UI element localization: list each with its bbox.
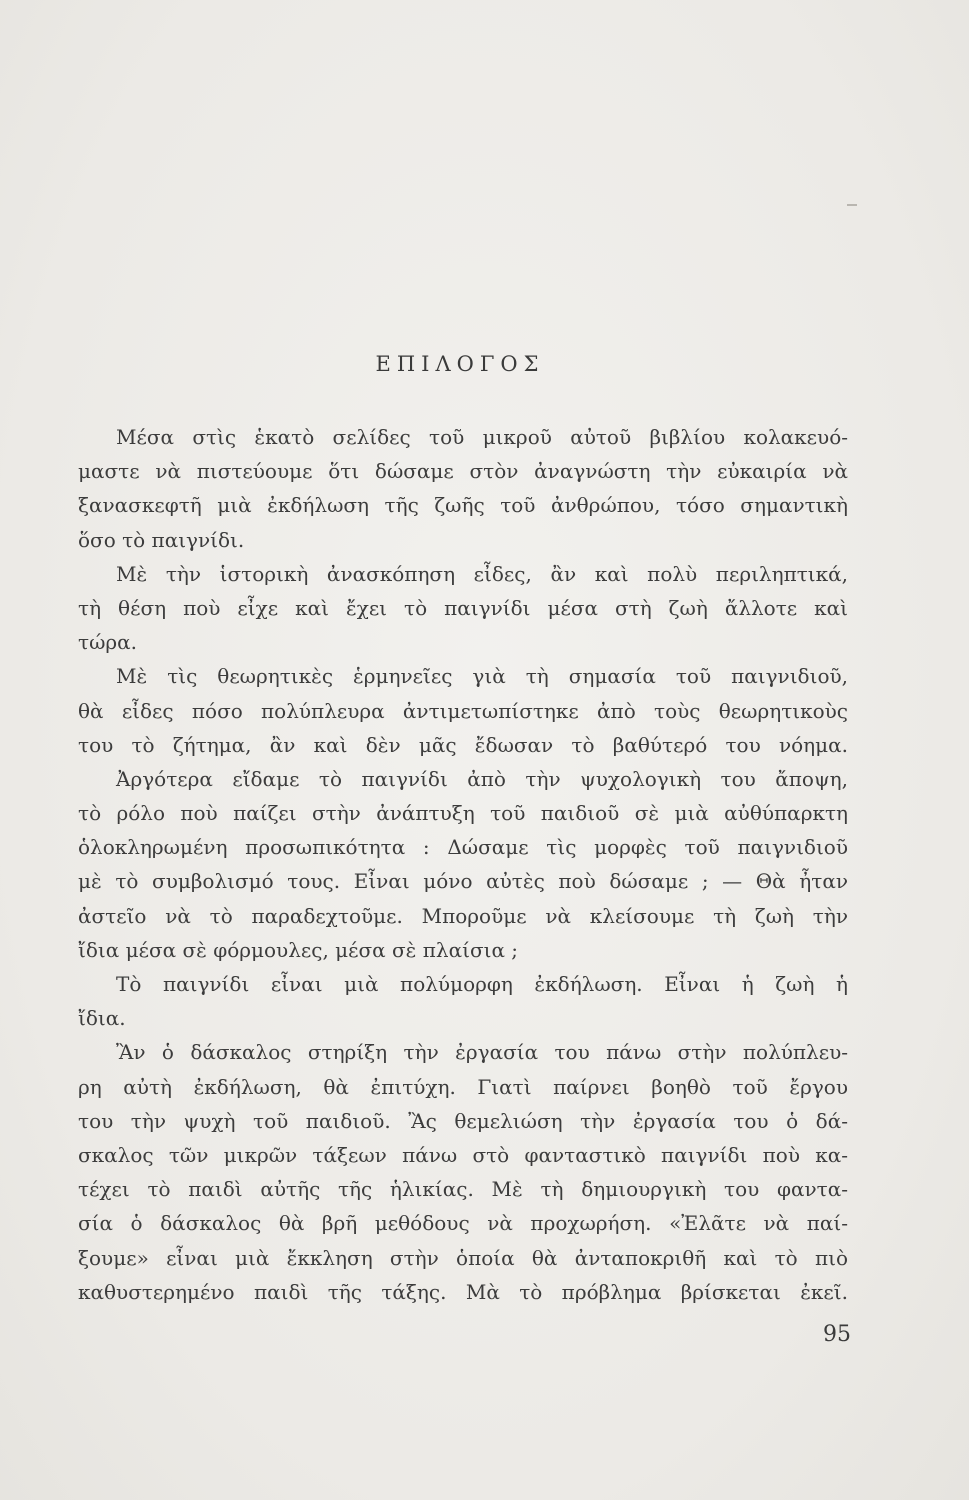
text-line: Μὲ τὴν ἱστορικὴ ἀνασκόπηση εἶδες, ἂν καὶ πολὺ περιληπτικά, [116,561,848,586]
text-line: ἴδια μέσα σὲ φόρμουλες, μέσα σὲ πλαίσια ; [78,937,519,962]
chapter-title: ΕΠΙΛΟΓΟΣ [375,352,545,376]
text-line: σία ὁ δάσκαλος θὰ βρῆ μεθόδους νὰ προχωρήση. «Ἐλᾶτε νὰ παί- [78,1211,848,1236]
text-line: ξουμε» εἶναι μιὰ ἔκκληση στὴν ὁποία θὰ ἀνταποκριθῆ καὶ τὸ πιὸ [78,1245,848,1270]
text-line: του τὴν ψυχὴ τοῦ παιδιοῦ. Ἂς θεμελιώση τὴν ἐργασία του ὁ δά- [78,1108,848,1133]
text-line: τὴ θέση ποὺ εἶχε καὶ ἔχει τὸ παιγνίδι μέσα στὴ ζωὴ ἄλλοτε καὶ [78,595,848,620]
text-line: του τὸ ζήτημα, ἂν καὶ δὲν μᾶς ἔδωσαν τὸ βαθύτερό του νόημα. [78,732,848,757]
text-line: ἀστεῖο νὰ τὸ παραδεχτοῦμε. Μποροῦμε νὰ κλείσουμε τὴ ζωὴ τὴν [78,903,848,928]
scan-mark [847,204,857,206]
text-line: ὁλοκληρωμένη προσωπικότητα : Δώσαμε τὶς μορφὲς τοῦ παιγνιδιοῦ [78,835,848,860]
text-line: τὸ ρόλο ποὺ παίζει στὴν ἀνάπτυξη τοῦ παιδιοῦ σὲ μιὰ αὐθύπαρκτη [78,801,848,826]
text-line: μὲ τὸ συμβολισμό τους. Εἶναι μόνο αὐτὲς ποὺ δώσαμε ; — Θὰ ἦταν [78,869,848,894]
text-line: μαστε νὰ πιστεύουμε ὅτι δώσαμε στὸν ἀναγνώστη τὴν εὐκαιρία νὰ [78,459,848,484]
text-line: ξανασκεφτῆ μιὰ ἐκδήλωση τῆς ζωῆς τοῦ ἀνθρώπου, τόσο σημαντικὴ [78,493,848,518]
text-line: Τὸ παιγνίδι εἶναι μιὰ πολύμορφη ἐκδήλωση. Εἶναι ἡ ζωὴ ἡ [116,972,848,996]
text-line: θὰ εἶδες πόσο πολύπλευρα ἀντιμετωπίστηκε ἀπὸ τοὺς θεωρητικοὺς [78,698,848,723]
text-line: τέχει τὸ παιδὶ αὐτῆς τῆς ἡλικίας. Μὲ τὴ δημιουργικὴ του φαντα- [78,1177,848,1202]
text-line: Μέσα στὶς ἑκατὸ σελίδες τοῦ μικροῦ αὐτοῦ βιβλίου κολακευό- [116,425,848,449]
text-line: σκαλος τῶν μικρῶν τάξεων πάνω στὸ φανταστικὸ παιγνίδι ποὺ κα- [78,1142,848,1167]
text-line: Μὲ τὶς θεωρητικὲς ἑρμηνεῖες γιὰ τὴ σημασία τοῦ παιγνιδιοῦ, [116,664,848,689]
text-line: ἴδια. [78,1006,126,1031]
body-text [78,420,848,1309]
text-line: ὅσο τὸ παιγνίδι. [78,527,245,552]
text-line: Ἂν ὁ δάσκαλος στηρίξη τὴν ἐργασία του πάνω στὴν πολύπλευ- [116,1040,848,1065]
page-number: 95 [823,1322,851,1347]
text-line: ρη αὐτὴ ἐκδήλωση, θὰ ἐπιτύχη. Γιατὶ παίρνει βοηθὸ τοῦ ἔργου [78,1074,848,1099]
text-line: καθυστερημένο παιδὶ τῆς τάξης. Μὰ τὸ πρόβλημα βρίσκεται ἐκεῖ. [78,1279,848,1304]
text-line: Ἀργότερα εἴδαμε τὸ παιγνίδι ἀπὸ τὴν ψυχολογικὴ του ἄποψη, [116,766,848,791]
text-line: τώρα. [78,630,137,655]
